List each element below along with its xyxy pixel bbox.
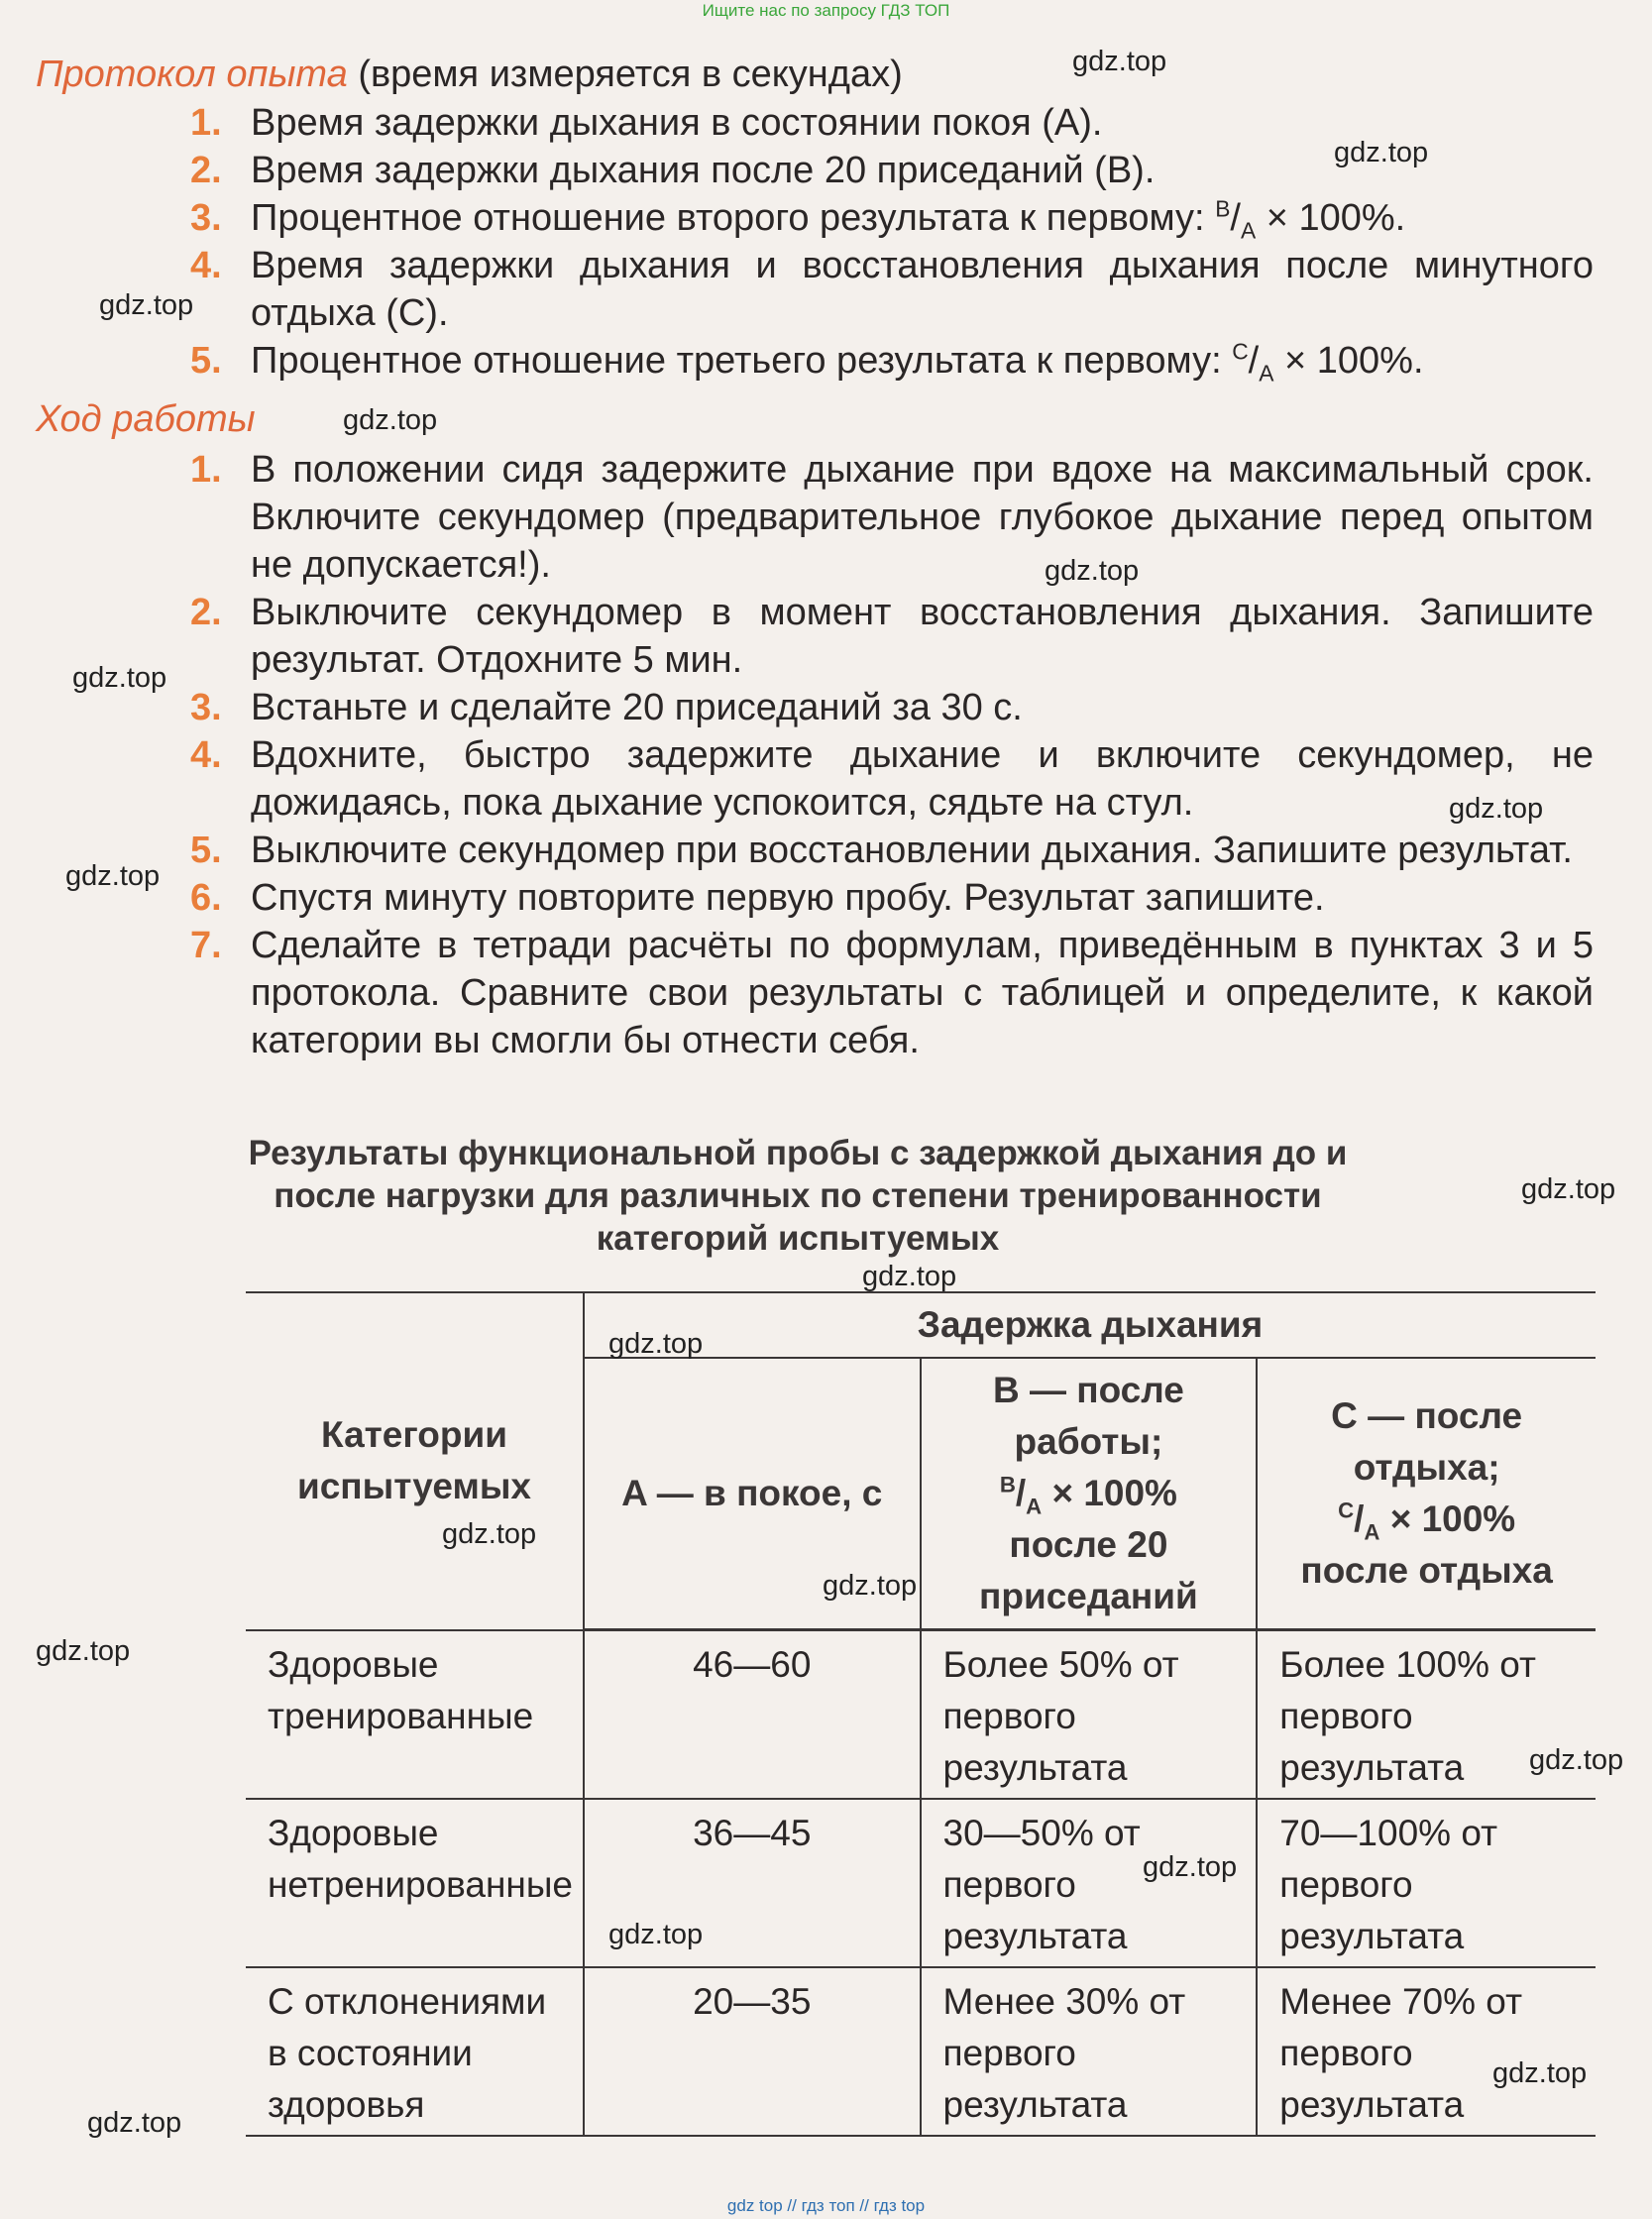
watermark: gdz.top	[87, 2107, 182, 2139]
item-text: Время задержки дыхания и восстановления дыхания после минутного отдыха (C).	[251, 245, 1594, 334]
protocol-title-rest: (время измеряется в секундах)	[347, 54, 903, 95]
item-text: Процентное отношение второго результата к первому:	[251, 197, 1216, 239]
cell-category: Здоровые нетренированные	[246, 1799, 584, 1967]
protocol-item: 3. Процентное отношение второго результата к первому: $^B/_A \times 100\%$.	[190, 195, 1406, 244]
col-c-bottom: после отдыха	[1300, 1550, 1553, 1591]
watermark: gdz.top	[1045, 555, 1140, 587]
procedure-title-text: Ход работы	[36, 398, 256, 440]
watermark: gdz.top	[608, 1919, 704, 1950]
procedure-title	[36, 396, 256, 442]
results-table	[246, 1291, 1596, 2137]
table-row	[246, 1630, 1596, 1800]
formula-tail: × 100%	[1389, 1498, 1516, 1539]
col-c-formula: $^C/_A \times 100\%$	[1338, 1498, 1516, 1545]
formula-tail: × 100%	[1051, 1473, 1177, 1513]
item-number: 5.	[190, 830, 222, 871]
formula-tail: × 100%.	[1273, 340, 1424, 382]
formula-denominator: A	[1026, 1494, 1043, 1519]
cell-b: 30—50% от первого результата	[921, 1799, 1258, 1967]
procedure-item	[0, 731, 1652, 827]
header-categories: Категории испытуемых	[246, 1292, 584, 1630]
watermark: gdz.top	[99, 289, 194, 321]
formula-tail: × 100%.	[1256, 197, 1406, 239]
item-text: В положении сидя задержите дыхание при вдохе на максимальный срок. Включите секундомер (предварительное глубокое дыхание перед опытом не допускается!).	[251, 449, 1594, 586]
cell-a: 20—35	[584, 1967, 921, 2136]
item-text: Выключите секундомер при восстановлении дыхания. Запишите результат.	[251, 830, 1573, 871]
item-text: Процентное отношение третьего результата к первому:	[251, 340, 1233, 382]
item-number: 4.	[190, 245, 222, 286]
item-number: 3.	[190, 687, 222, 728]
watermark: gdz.top	[1529, 1744, 1624, 1776]
formula-denominator: A	[1364, 1519, 1380, 1545]
cell-c: Более 100% от первого результата	[1257, 1630, 1596, 1800]
procedure-item	[0, 827, 1652, 874]
item-text: Спустя минуту повторите первую пробу. Результат запишите.	[251, 877, 1325, 919]
item-number: 1.	[190, 449, 222, 491]
item-text: Время задержки дыхания в состоянии покоя (A).	[251, 102, 1103, 144]
table-row	[246, 1799, 1596, 1967]
protocol-title-accent: Протокол опыта	[36, 54, 348, 95]
procedure-item	[0, 589, 1652, 684]
watermark: gdz.top	[343, 404, 438, 436]
item-text: Сделайте в тетради расчёты по формулам, приведённым в пунктах 3 и 5 протокола. Сравните свои результаты с таблицей и определите, к какой категории вы смогли бы отнести себя.	[251, 925, 1594, 1061]
table-title: Результаты функциональной пробы с задержкой дыхания до и после нагрузки для различных по степени тренированности категорий испытуемых	[248, 1134, 1348, 1258]
header-col-a: A — в покое, с	[584, 1358, 921, 1630]
col-b-formula: $^B/_A \times 100\%$	[999, 1472, 1177, 1519]
col-b-bottom: после 20 приседаний	[979, 1524, 1198, 1616]
cell-a: 46—60	[584, 1630, 921, 1800]
item-number: 3.	[190, 197, 222, 239]
watermark: gdz.top	[608, 1328, 704, 1360]
item-number: 6.	[190, 877, 222, 919]
item-text: Время задержки дыхания после 20 приседаний (B).	[251, 150, 1156, 191]
procedure-item	[0, 922, 1652, 1064]
watermark: gdz.top	[1449, 793, 1544, 825]
col-b-top: B — после работы;	[992, 1370, 1184, 1462]
cell-c: Менее 70% от первого результата	[1257, 1967, 1596, 2136]
formula-denominator: A	[1240, 217, 1257, 244]
cell-b: Менее 30% от первого результата	[921, 1967, 1258, 2136]
bottom-banner[interactable]: gdz top // гдз топ // гдз top	[726, 2196, 926, 2215]
item-text: Вдохните, быстро задержите дыхание и включите секундомер, не дожидаясь, пока дыхание успокоится, сядьте на стул.	[251, 734, 1594, 824]
watermark: gdz.top	[823, 1570, 918, 1602]
item-number: 7.	[190, 925, 222, 966]
watermark: gdz.top	[1143, 1851, 1238, 1883]
watermark: gdz.top	[1072, 46, 1167, 77]
watermark: gdz.top	[1334, 137, 1429, 168]
formula-numerator: B	[1215, 195, 1231, 222]
header-col-b	[921, 1358, 1258, 1630]
watermark: gdz.top	[65, 860, 161, 892]
header-col-c	[1257, 1358, 1596, 1630]
formula-numerator: B	[999, 1472, 1016, 1498]
item-number: 2.	[190, 592, 222, 633]
procedure-item	[0, 874, 1652, 922]
protocol-item: 5. Процентное отношение третьего результата к первому: $^C/_A \times 100\%$.	[190, 338, 1424, 387]
watermark: gdz.top	[862, 1261, 957, 1292]
watermark: gdz.top	[36, 1635, 131, 1667]
protocol-item	[0, 242, 1652, 337]
item-number: 5.	[190, 340, 222, 382]
cell-category: Здоровые тренированные	[246, 1630, 584, 1800]
formula-denominator: A	[1259, 360, 1274, 387]
cell-c: 70—100% от первого результата	[1257, 1799, 1596, 1967]
item-number: 4.	[190, 734, 222, 776]
item-text: Выключите секундомер в момент восстановления дыхания. Запишите результат. Отдохните 5 мин.	[251, 592, 1594, 681]
protocol-title	[36, 52, 903, 97]
watermark: gdz.top	[442, 1518, 537, 1550]
col-c-top: C — после отдыха;	[1331, 1395, 1523, 1488]
cell-b: Более 50% от первого результата	[921, 1630, 1258, 1800]
item-number: 2.	[190, 150, 222, 191]
top-banner[interactable]: Ищите нас по запросу ГДЗ ТОП	[702, 1, 950, 20]
watermark: gdz.top	[1492, 2057, 1588, 2089]
item-text: Встаньте и сделайте 20 приседаний за 30 с.	[251, 687, 1023, 728]
header-breath-hold: Задержка дыхания	[584, 1292, 1596, 1358]
procedure-list	[0, 446, 1652, 1064]
item-number: 1.	[190, 102, 222, 144]
cell-category: С отклонениями в состоянии здоровья	[246, 1967, 584, 2136]
formula-numerator: C	[1338, 1498, 1355, 1523]
cell-a: 36—45	[584, 1799, 921, 1967]
table-row	[246, 1967, 1596, 2136]
formula-numerator: C	[1232, 338, 1249, 365]
watermark: gdz.top	[72, 662, 167, 694]
watermark: gdz.top	[1521, 1173, 1616, 1205]
procedure-item	[0, 684, 1652, 731]
procedure-item	[0, 446, 1652, 589]
